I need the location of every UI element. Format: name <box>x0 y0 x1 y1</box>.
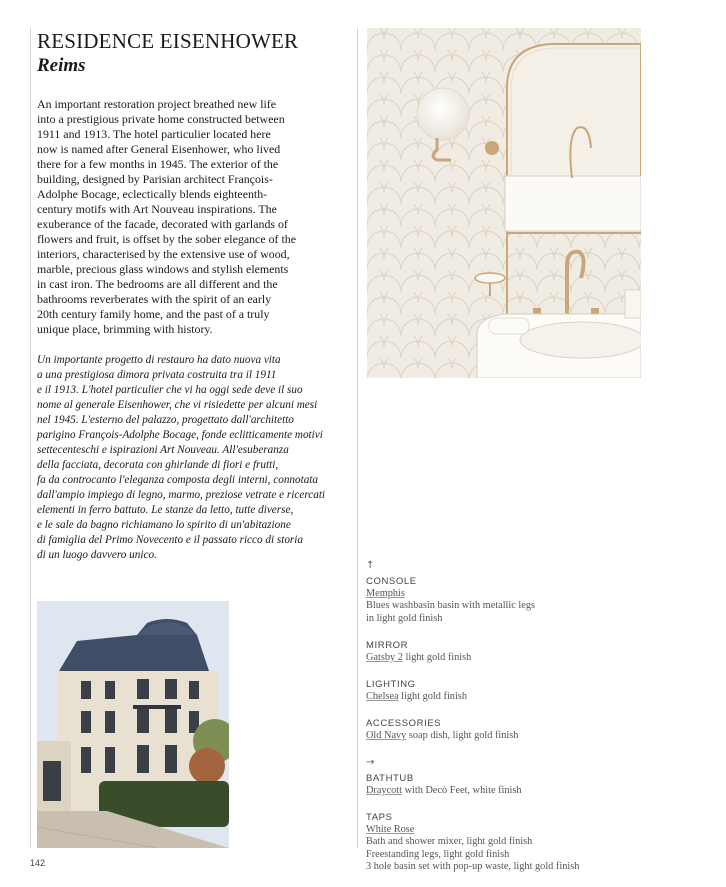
building-illustration <box>37 601 229 848</box>
spec-label-bathtub: BATHTUB <box>366 772 414 784</box>
product-link-draycott[interactable]: Draycott <box>366 784 403 796</box>
text-line: into a prestigious private home constructed between <box>37 112 285 126</box>
spec-detail: light gold finish <box>398 691 467 703</box>
text-line: della facciata, decorata con ghirlande di fiori e frutti, <box>37 459 279 471</box>
page-subtitle: Reims <box>37 55 86 76</box>
bathroom-photo <box>367 28 641 378</box>
text-line: Un importante progetto di restauro ha dato nuova vita <box>37 354 281 366</box>
english-body-text <box>37 97 327 337</box>
text-line: century motifs with Art Nouveau inspirations. The <box>37 202 277 216</box>
spec-label-accessories: ACCESSORIES <box>366 718 442 730</box>
text-line: elementi in ferro battuto. Le stanze da letto, tutte diverse, <box>37 504 294 516</box>
spec-detail: Freestanding legs, light gold finish <box>366 848 510 860</box>
spec-detail: soap dish, light gold finish <box>406 730 519 742</box>
product-specs <box>366 557 616 873</box>
text-line: bathrooms reverberates with the spirit of an early <box>37 292 272 306</box>
column-divider-rule <box>357 28 358 848</box>
text-line: An important restoration project breathed new life <box>37 97 277 111</box>
left-margin-rule <box>30 28 31 848</box>
bathroom-illustration <box>367 28 641 378</box>
product-link-memphis[interactable]: Memphis <box>366 588 405 599</box>
text-line: now is named after General Eisenhower, who lived <box>37 142 281 156</box>
text-line: dall'ampio impiego di legno, marmo, preziose vetrate e ricercati <box>37 489 326 501</box>
page-number: 142 <box>30 858 46 868</box>
text-line: interiors, characterised by the extensive use of wood, <box>37 247 290 261</box>
spec-detail: Blues washbasin basin with metallic legs <box>366 600 536 612</box>
text-line: a una prestigiosa dimora privata costruita tra il 1911 <box>37 369 277 381</box>
building-photo <box>37 601 229 848</box>
text-line: settecenteschi e ispirazioni Art Nouveau. All'esuberanza <box>37 444 289 456</box>
text-line: building, designed by Parisian architect François- <box>37 172 273 186</box>
italian-body-text <box>37 353 327 563</box>
text-line: e le sale da bagno richiamano lo spirito di un'abitazione <box>37 519 291 531</box>
text-line: exuberance of the facade, decorated with garlands of <box>37 217 288 231</box>
text-line: Adolphe Bocage, eclectically blends eighteenth- <box>37 187 268 201</box>
text-line: nome al generale Eisenhower, che vi risiedette per alcuni mesi <box>37 399 318 411</box>
text-line: e il 1913. L'hotel particulier che vi ha oggi sede deve il suo <box>37 384 303 396</box>
text-line: in cast iron. The bedrooms are all different and the <box>37 277 278 291</box>
product-link-gatsby[interactable]: Gatsby 2 <box>366 651 403 663</box>
product-link-white-rose[interactable]: White Rose <box>366 824 415 836</box>
arrow-up-icon: ↑ <box>366 560 375 571</box>
spec-label-console: CONSOLE <box>366 576 417 587</box>
text-line: unique place, brimming with history. <box>37 322 213 336</box>
spec-detail: Bath and shower mixer, light gold finish <box>366 836 533 848</box>
spec-label-lighting: LIGHTING <box>366 679 416 691</box>
text-line: nel 1945. L'esterno del palazzo, progettato dall'architetto <box>37 414 294 426</box>
text-line: marble, precious glass windows and stylish elements <box>37 262 289 276</box>
spec-detail: with Decò Feet, white finish <box>402 784 522 796</box>
text-line: parigino François-Adolphe Bocage, fonde eclitticamente motivi <box>37 429 323 441</box>
product-link-chelsea[interactable]: Chelsea <box>366 691 399 703</box>
spec-detail: light gold finish <box>402 651 472 663</box>
product-link-old-navy[interactable]: Old Navy <box>366 730 407 742</box>
text-line: flowers and fruit, is offset by the sober elegance of the <box>37 232 296 246</box>
text-line: 20th century family home, and the past of a truly <box>37 307 270 321</box>
text-line: fa da controcanto l'eleganza composta degli interni, connotata <box>37 474 319 486</box>
spec-label-taps: TAPS <box>366 812 393 824</box>
spec-detail: 3 hole basin set with pop-up waste, light gold finish <box>366 860 580 872</box>
spec-detail: in light gold finish <box>366 612 443 624</box>
arrow-right-icon: → <box>366 756 375 768</box>
text-line: di famiglia del Primo Novecento e il passato ricco di storia <box>37 534 303 546</box>
text-line: di un luogo davvero unico. <box>37 549 157 561</box>
spec-label-mirror: MIRROR <box>366 639 409 651</box>
page-title: RESIDENCE EISENHOWER <box>37 29 299 53</box>
text-line: there for a few months in 1945. The exterior of the <box>37 157 279 171</box>
text-line: 1911 and 1913. The hotel particulier located here <box>37 127 271 141</box>
